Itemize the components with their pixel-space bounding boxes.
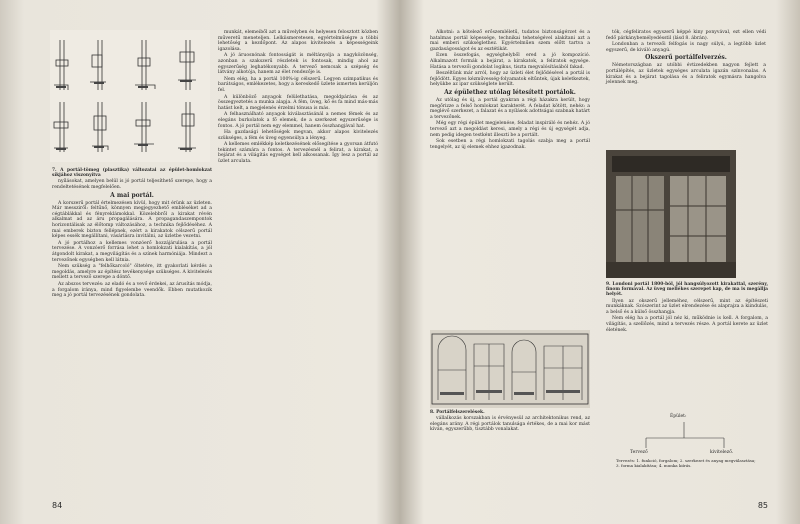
paragraph: A felhasználható anyagok kiválasztásánál a nemes fémek és az elegáns burkolatok a fő elemek, de a szerkezet egyszerűsége is fontos. A jó portál nem egy elemmel, hanem összhangjával hat. bbox=[218, 112, 378, 129]
portal-fittings-illustration bbox=[430, 330, 590, 408]
paragraph: Nem elég ha a portál jól néz ki, működnie is kell. A forgalom, a világítás, a szellőzés, mind a tervezés része. A portál kerete az üzlet életének. bbox=[606, 316, 768, 333]
paragraph: Beszéltünk már arról, hogy az üzleti élet fejlődésével a portál is fejlődött. Egyes kézművesség-folyamatok eltűntek, újak keletkeztek, helyükbe az ipar szükséglete került. bbox=[430, 71, 590, 88]
paragraph: Ilyen az okszerű jelleméhez, célszerű, mint az építészeti munkáknak. Szószerint az üzlet elrendezése és alaprajza a kiindulás, a belső és a külső összhangja. bbox=[606, 298, 768, 315]
diagram-left-label: Tervező bbox=[630, 450, 648, 455]
figure-8-caption: 8. Portálfelszerelések. bbox=[430, 410, 485, 415]
diagram-legend: Tervezés: 1. funkció, forgalom; 2. szerkezet és anyag megválasztása; 3. forma kialakítása; 4. munka kiírás. bbox=[616, 458, 756, 468]
section-heading-utolag: Az épülethez utólag létesített portálok. bbox=[444, 88, 576, 96]
right-column-1 bbox=[430, 30, 590, 151]
paragraph: Az utólag és új, a portál gyakran a régi házakra került, hogy megőrizze a felső homlokzat karakterét. A feladat kötött, nehéz: a meglévő szerkezet, a falazat és a nyílások adottságai szabnak határt a tervezőnek. bbox=[430, 97, 590, 120]
paragraph: munkát, elemeiből azt a művelyben és helyesen felosztott közben műveretű meneteljen. Lelkiismeretesen, egyértelműségre a többi lehetőség a kezdőpont. Az alapos kivitelezés a képességeink igazolása. bbox=[218, 30, 378, 52]
section-heading-okszeru: Okszerű portálfelverzés. bbox=[645, 54, 727, 62]
diagram-right-label: kivitelező. bbox=[710, 450, 734, 455]
left-column-1 bbox=[52, 168, 212, 300]
page-number-right: 85 bbox=[757, 501, 768, 510]
right-column-1-bottom bbox=[430, 410, 590, 434]
paragraph: Alkotni: a kötelező erőszemléletű, tudatos biztonságérzet és a hatalmas portál képessége, technikai tehetségével alakítani azt a mai emberi szükséglethez. Egyértelműen szem előtt tartva a gazdaságosságot és az esztétikát. bbox=[430, 30, 590, 52]
figure-9-caption: 9. Londoni portál 1800-ból, jól hangsúlyozott kirakattal, szerény, finom formával. Az üveg mellékes szerepet kap, de ma is megállja helyét. bbox=[606, 282, 768, 298]
paragraph: tók, cégfeliratos egyszerű képpé kiny ponyvával, ezt ellen védi fedő párkánybemélyedésstil (lásd 8. ábrán). bbox=[606, 30, 766, 41]
paragraph: Az abszos tervezés: az eladó és a vevő érdekei, az árusítás módja, a forgalom iránya, mind figyelembe veendők. Ebben mutatkozik meg a jó portál tervezésének gondolata. bbox=[52, 281, 212, 299]
right-column-2 bbox=[606, 30, 766, 87]
paragraph: Még egy régi épület megjelenése, feladat inspiráló és nehéz. A jó tervező azt a megoldást keresi, amely a régi és új egységét adja, nem pedig idegen testként illeszti be a portált. bbox=[430, 121, 590, 138]
paragraph: A jó áruosnónak fontosságát is méltányolja a nagyközönség, azonban a szakszerű részletek is fontosak, mindig ahol az egyszerűség leghatékonyabb. A tervező nemcsak a szépség és látvány alkotója, hanem az élet rendezője is. bbox=[218, 53, 378, 76]
diagram-label: Épület: bbox=[670, 414, 687, 419]
figure-8-portal-fittings bbox=[430, 330, 590, 408]
figure-7-portal-variants bbox=[50, 30, 210, 162]
right-column-2-bottom bbox=[606, 282, 768, 334]
left-column-2 bbox=[218, 30, 378, 166]
paragraph: vállalkozás korszakban is érvényesül az architektonikus rend, az elegáns arány. A régi portálok tanulsága értékes, de a mai kor mást kíván, egyszerűbb, tisztább vonalakat. bbox=[430, 416, 590, 433]
section-heading-mai-portal: A mai portál. bbox=[110, 191, 154, 199]
paragraph: Ha gazdasági lehetőségek megvan, akkor alapos kivitelezés szükséges, a fém és üveg egyensúlya a lényeg. bbox=[218, 130, 378, 141]
workflow-diagram bbox=[606, 410, 768, 480]
paragraph: Ezen összefogás, egységhelyből ered a jó kompozíció. Alkalmazott formák a bejárat, a kirakatok, a feliratok egysége. Hatása a tervezői gondolat logikus, tiszta megvalósításából fakad. bbox=[430, 53, 590, 70]
paragraph: A különböző anyagok felülethatása, megoldpárása és az összegyeztetés a munka alapja. A fém, üveg, kő és fa mind más-más hatást kelt, a megjelenés érzelmi tónusa is más. bbox=[218, 94, 378, 111]
page-number-left: 84 bbox=[52, 501, 63, 510]
paragraph: A kellemes emlékkép keletkezésének elősegítése a gyorsan átfutó tekintet számára a fontos. A tervezésnél a felirat, a kirakat, a bejárat és a világítás egységet kell alkossanak. Így lesz a portál az üzlet arculata. bbox=[218, 142, 378, 165]
paragraph: A jó portálhoz a kellemes vonzóerő hozzájárulása a portál tervezése. A vonzóerő forrása lehet a homlokzati kialakítás, a jól átgondolt kirakat, a megvilágítás és a színek harmóniája. Mindezt a tervezőnek egységben kell látnia. bbox=[52, 240, 212, 263]
figure-7-caption: 7. A portál-tömeg (plasztika) változatai az épület-homlokzat síkjához viszonyítva bbox=[52, 168, 212, 179]
paragraph: Sok esetben a régi homlokzati tagolás szabja meg a portál tengelyét, az új elemek ehhez igazodnak. bbox=[430, 139, 590, 150]
paragraph: A korszerű portál értelmezésen kívül, hogy mit érünk az üzleten. Már messziről: feltűnő, könnyen megjegyezhető embléséket ad a cégtáblákkal és fényreklámokkal. Közelebbről a kirakat révén alkalmat ad az áru propagálására. A propagandaszempontok horizontálisak az élőtomp változásához, a technika fejlődéséhez. A mai emberek bizton fellépnek, ezért a kirakatok célszerű portál képes essék megállítani, vásárlásra invitálni, az üzletbe vezetni. bbox=[52, 200, 212, 240]
right-page bbox=[400, 0, 800, 524]
paragraph: Londonban a tervezői felfogás is nagy súlyú, a legtöbb üzlet egyszerű, de kiváló anyagú. bbox=[606, 42, 766, 53]
paragraph: Németországban az utóbbi évtizedekben nagyon fejlett a portálépítés, az üzletek egységes arculata igazán színvonalas. A kirakat és a bejárat tagolása és a feliratok egymásra hangolva jelennek meg. bbox=[606, 63, 766, 86]
paragraph: nyílásokat, amelyen belül is jó portál teljesíthető szerepe, hogy a rendeltetésének megfelelően. bbox=[52, 179, 212, 190]
london-shopfront-photo bbox=[606, 150, 736, 278]
portal-diagram-illustration bbox=[50, 30, 210, 162]
paragraph: Nem elég, ha a portál 100%-ig célszerű. Legyen szimpatikus és barátságos, emlékezetes, hogy a kereskedő üzlete ismerten kerüljön fel. bbox=[218, 76, 378, 93]
figure-9-london-portal bbox=[606, 150, 736, 278]
paragraph: Nem szükség a "felhőkarcoló" öltetére, itt gyakorlati kérdés a megoldás, amelyre az építész tevékenysége szükséges. A kivitelezés mellett a tervező szerepe a döntő. bbox=[52, 264, 212, 281]
